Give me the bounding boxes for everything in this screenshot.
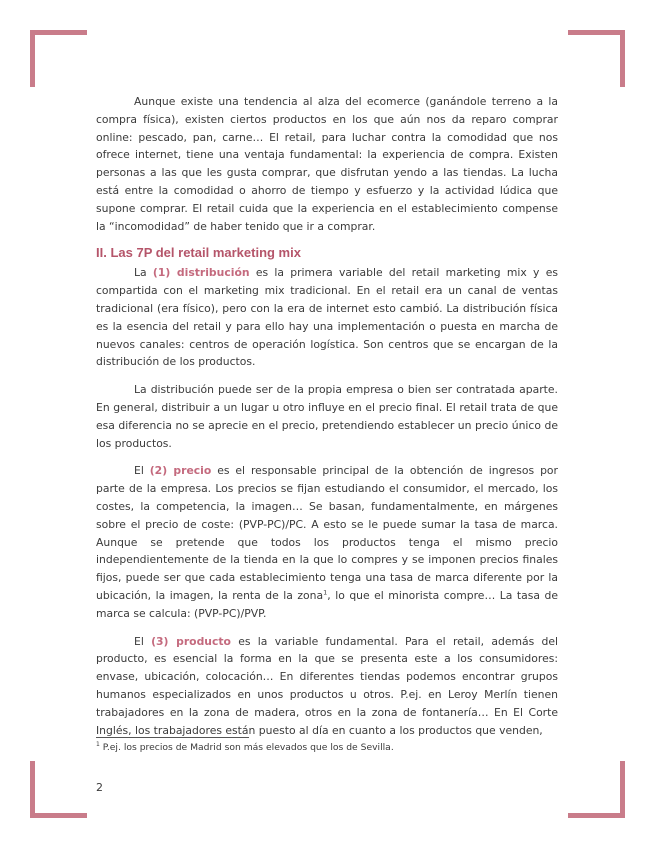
footnote-reference[interactable]: 1 xyxy=(323,588,328,597)
term-precio: (2) precio xyxy=(149,464,212,478)
text-lead: El xyxy=(134,634,152,648)
term-distribucion: (1) distribución xyxy=(152,266,250,280)
paragraph-producto xyxy=(96,633,558,740)
footnote xyxy=(96,742,566,754)
paragraph-distribucion xyxy=(96,264,558,371)
text-lead: El xyxy=(134,464,150,478)
corner-bracket-top-right xyxy=(568,30,625,87)
paragraph-distribucion-detail: La distribución puede ser de la propia empresa o bien ser contratada aparte. En general, distribuir a un lugar u otro influye en el precio final. El retail trata de que esa diferencia no se aprecie en el precio, pretendiendo establecer un precio único de los productos. xyxy=(96,383,558,450)
footnote-separator xyxy=(96,737,249,738)
page-body xyxy=(96,93,558,749)
corner-bracket-bottom-right xyxy=(568,761,625,818)
text-body: es la variable fundamental. Para el retail, además del producto, es esencial la forma en la que se presenta este a los consumidores: envase, ubicación, colocación… En diferentes tiendas podemos encontrar grupos humanos especializados en unos productos u otros. P.ej. en Leroy Merlín tienen trabajadores en la zona de madera, otros en la zona de fontanería… En El Corte Inglés, los trabajadores están puesto al día en cuanto a los productos que venden, xyxy=(96,634,558,737)
text-tail: , lo que el minorista compre… La tasa de marca se calcula: (PVP-PC)/PVP. xyxy=(96,588,558,620)
page-number: 2 xyxy=(96,781,103,794)
paragraph-precio xyxy=(96,462,558,622)
text-body: es la primera variable del retail marketing mix y es compartida con el marketing mix tradicional. En el retail era un canal de ventas tradicional (era físico), pero con la era de internet esto cambió. La distribución física es la esencia del retail y para ello hay una implementación o puesta en marcha de nuevos canales: centros de operación logística. Son centros que se encargan de la distribución de los productos. xyxy=(96,266,558,369)
footnote-text: P.ej. los precios de Madrid son más elevados que los de Sevilla. xyxy=(99,742,394,753)
corner-bracket-top-left xyxy=(30,30,87,87)
text-lead: La xyxy=(134,266,153,280)
corner-bracket-bottom-left xyxy=(30,761,87,818)
text-body: es el responsable principal de la obtención de ingresos por parte de la empresa. Los precios se fijan estudiando el consumidor, el mercado, los costes, la competencia, la imagen… Se basan, fundamentalmente, en márgenes sobre el precio de coste: (PVP-PC)/PC. A esto se le puede sumar la tasa de marca. Aunque se pretende que todos los productos tenga el mismo precio independientemente de la tienda en la que lo compres y se imponen precios finales fijos, puede ser que cada establecimiento tenga una tasa de marca diferente por la ubicación, la imagen, la renta de la zona xyxy=(96,464,558,602)
section-heading: II. Las 7P del retail marketing mix xyxy=(96,245,301,261)
term-producto: (3) producto xyxy=(151,634,231,648)
paragraph-ecommerce: Aunque existe una tendencia al alza del ecomerce (ganándole terreno a la compra física), existen ciertos productos en los que aún nos da reparo comprar online: pescado, pan, carne… El retail, para luchar contra la comodidad que nos ofrece internet, tiene una ventaja fundamental: la experiencia de compra. Existen personas a las que les gusta comprar, que disfrutan yendo a las tiendas. La lucha está entre la comodidad o ahorro de tiempo y esfuerzo y la actividad lúdica que supone comprar. El retail cuida que la experiencia en el establecimiento compense la “incomodidad” de haber tenido que ir a comprar. xyxy=(96,95,558,233)
footnote-marker: 1 xyxy=(96,740,100,748)
